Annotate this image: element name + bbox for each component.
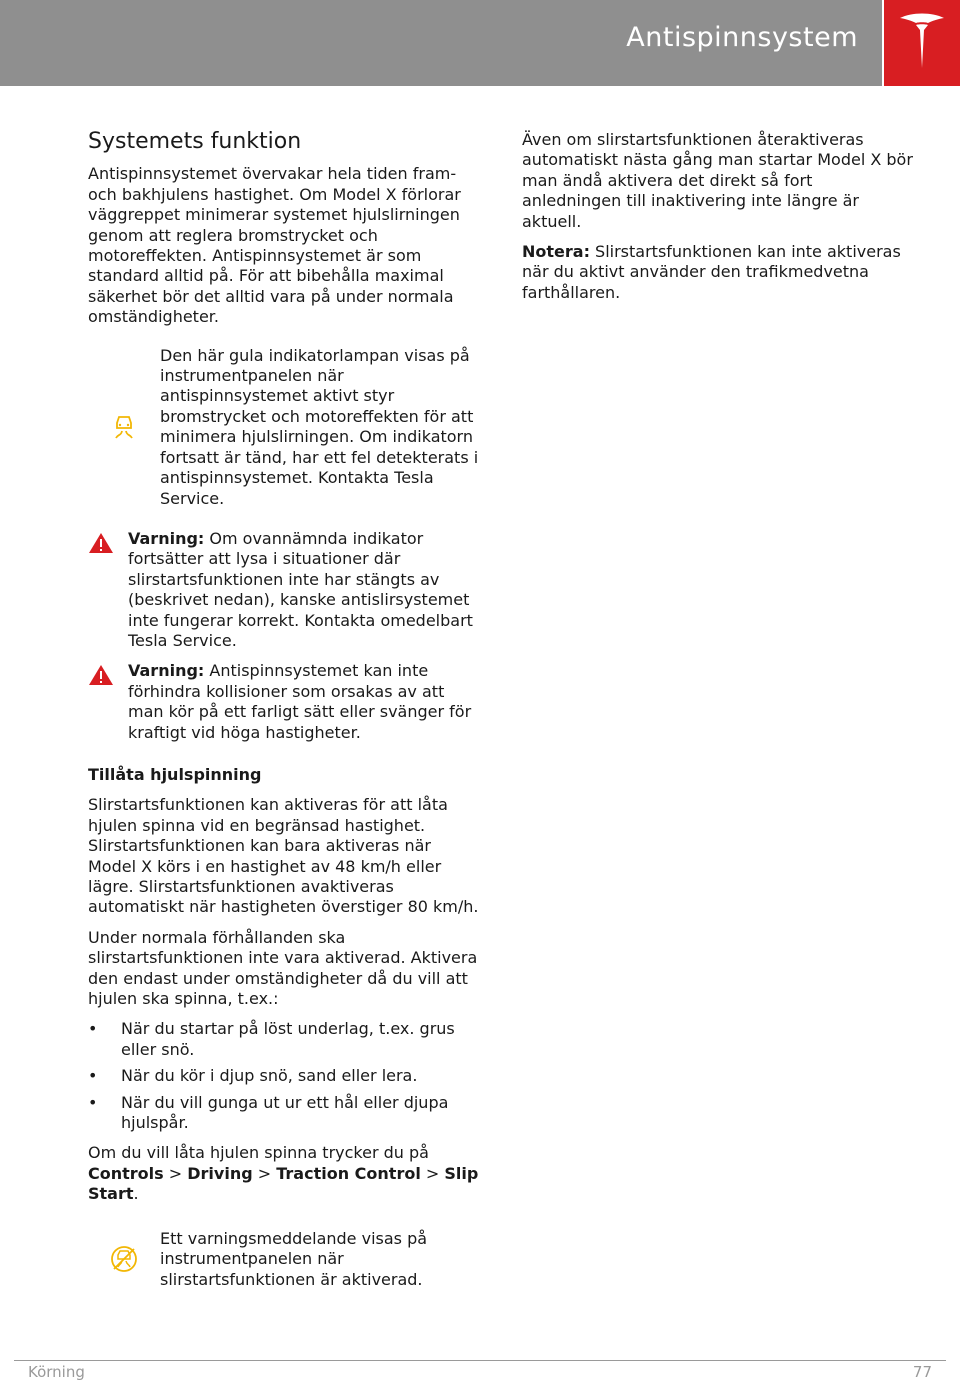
- footer-divider: [14, 1360, 946, 1361]
- path-driving: Driving: [187, 1163, 253, 1183]
- slip-indicator-description: Ett varningsmeddelande visas på instrumentpanelen när slirstartsfunktionen är aktiverad.: [160, 1228, 428, 1289]
- page-number: 77: [912, 1363, 932, 1381]
- list-item: • När du vill gunga ut ur ett hål eller djupa hjulspår.: [88, 1093, 483, 1134]
- note-text: Slirstartsfunktionen kan inte aktiveras när du aktivt använder den trafikmedvetna farthållaren.: [522, 242, 901, 302]
- warning-2: [88, 661, 483, 743]
- warning-label: Varning:: [128, 661, 205, 681]
- paragraph: Slirstartsfunktionen kan aktiveras för att låta hjulen spinna vid en begränsad hastighet. Slirstartsfunktionen kan bara aktiveras när Model X körs i en hastighet av 48 km/h eller lägre. Slirstartsfunktionen avaktiveras automatiskt när hastigheten överstiger 80 km/h.: [88, 795, 479, 917]
- traction-control-indicator-icon: [112, 413, 136, 441]
- list-item: • När du startar på löst underlag, t.ex. grus eller snö.: [88, 1019, 483, 1060]
- path-intro: Om du vill låta hjulen spinna trycker du på: [88, 1143, 429, 1163]
- indicator-description: Den här gula indikatorlampan visas på instrumentpanelen när antispinnsystemet aktivt styr bromstrycket och motoreffekten för att minimera hjulslirningen. Om indikatorn fortsatt är tänd, har ett fel detekterats i antispinnsystemet. Kontakta Tesla Service.: [160, 345, 479, 508]
- bullet-list: [88, 1019, 483, 1133]
- slip-start-indicator-icon: [110, 1245, 138, 1273]
- footer-section: Körning: [28, 1363, 85, 1381]
- note-label: Notera:: [522, 242, 590, 262]
- list-item: • När du kör i djup snö, sand eller lera.: [88, 1066, 483, 1086]
- page-header: [0, 0, 882, 86]
- paragraph: Även om slirstartsfunktionen återaktiveras automatiskt nästa gång man startar Model X bör man ändå aktivera det direkt så fort anledningen till inaktivering inte längre är aktuell.: [522, 130, 913, 231]
- tesla-logo-icon: [898, 12, 946, 72]
- path-slip-start: Slip Start: [88, 1163, 479, 1204]
- indicator-block: [88, 346, 483, 509]
- path-controls: Controls: [88, 1163, 164, 1183]
- section-heading: Systemets funktion: [88, 129, 302, 154]
- warning-triangle-icon: [88, 532, 114, 554]
- warning-text: Antispinnsystemet kan inte förhindra kollisioner som orsakas av att man kör på ett farligt sätt eller svänger för kraftigt vid höga hastigheter.: [128, 661, 472, 742]
- warning-1: [88, 529, 483, 651]
- warning-label: Varning:: [128, 528, 205, 548]
- note-paragraph: [522, 242, 914, 303]
- page-title: Antispinnsystem: [626, 22, 858, 53]
- warning-triangle-icon: [88, 664, 114, 686]
- warning-text: Om ovannämnda indikator fortsätter att lysa i situationer där slirstartsfunktionen inte har stängts av (beskrivet nedan), kanske antislirsystemet inte fungerar korrekt. Kontakta omedelbart Tesla Service.: [128, 528, 473, 650]
- paragraph: Under normala förhållanden ska slirstartsfunktionen inte vara aktiverad. Aktivera den endast under omständigheter då du vill att hjulen ska spinna, t.ex.:: [88, 927, 478, 1009]
- slip-indicator-block: [88, 1229, 483, 1290]
- right-column: [522, 130, 914, 313]
- subheading: Tillåta hjulspinning: [88, 764, 262, 784]
- path-traction-control: Traction Control: [276, 1163, 421, 1183]
- intro-paragraph: Antispinnsystemet övervakar hela tiden fram- och bakhjulens hastighet. Om Model X förlorar väggreppet minimerar systemet hjulslirningen genom att reglera bromstrycket och motoreffekten. Antispinnsystemet är som standard alltid på. För att bibehålla maximal säkerhet bör det alltid vara på under normala omständigheter.: [88, 164, 461, 327]
- left-column: [88, 128, 483, 1310]
- logo-box: [884, 0, 960, 86]
- menu-path-paragraph: Om du vill låta hjulen spinna trycker du på Controls > Driving > Traction Control > Slip Start.: [88, 1143, 479, 1204]
